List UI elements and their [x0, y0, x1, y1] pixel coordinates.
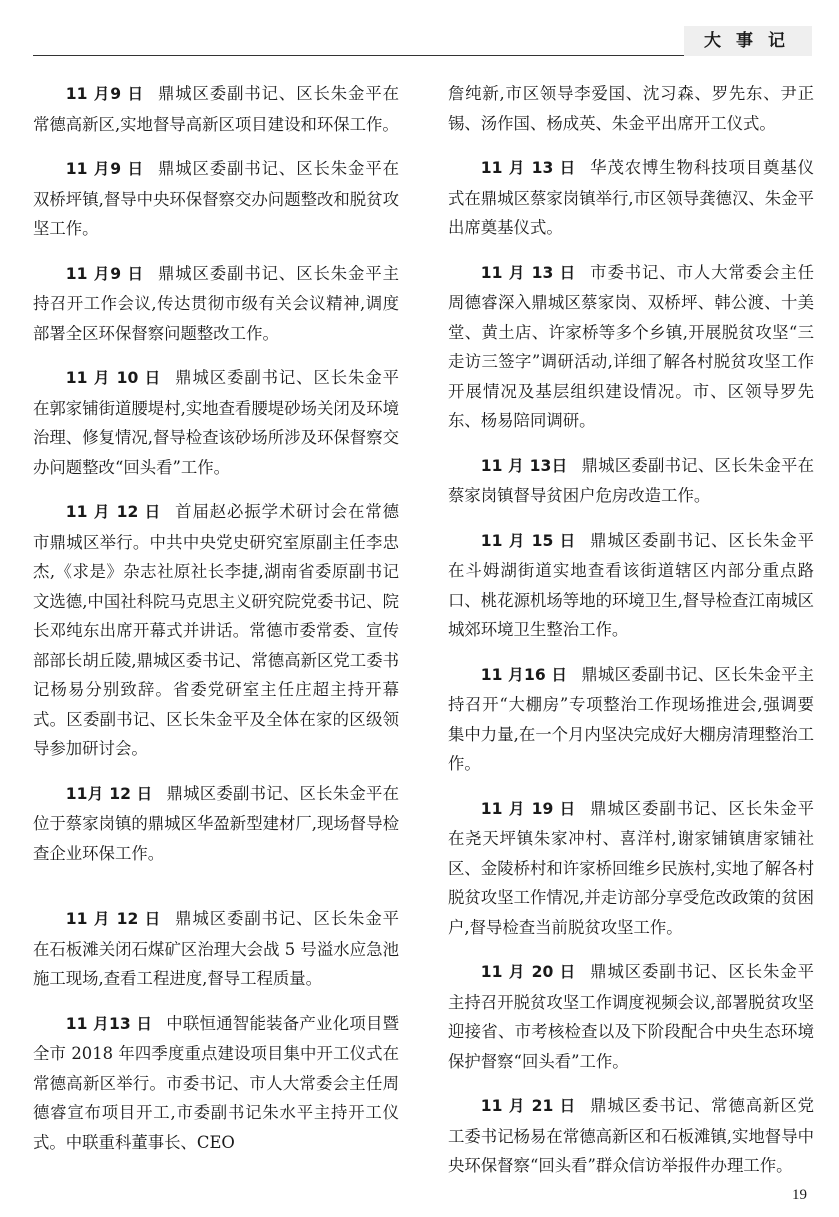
section-title: 大事记 [684, 26, 812, 56]
entry-text: 鼎城区委副书记、区长朱金平在蔡家岗镇督导贫困户危房改造工作。 [448, 455, 814, 505]
entry-date: 11 月 12 日 [65, 910, 162, 928]
entry-text: 鼎城区委副书记、区长朱金平在郭家铺街道腰堤村,实地查看腰堤砂场关闭及环境治理、修复情况,督导检查该砂场所涉及环保督察交办问题整改“回头看”工作。 [33, 368, 400, 477]
entry-text: 中联恒通智能装备产业化项目暨全市 2018 年四季度重点建设项目集中开工仪式在常德高新区举行。市委书记、市人大常委会主任周德睿宣布项目开工,市委副书记朱水平主持开工仪式。中联重科董事长、CEO [33, 1013, 400, 1152]
entry-text: 鼎城区委副书记、区长朱金平在斗姆湖街道实地查看该街道辖区内部分重点路口、桃花源机场等地的环境卫生,督导检查江南城区城郊环境卫生整治工作。 [448, 530, 815, 639]
entry-date: 11 月9 日 [65, 85, 144, 103]
entry-text: 鼎城区委副书记、区长朱金平在位于蔡家岗镇的鼎城区华盈新型建材厂,现场督导检查企业环保工作。 [33, 783, 399, 863]
chronicle-entry [448, 153, 814, 243]
entry-date: 11月 12 日 [65, 784, 153, 803]
chronicle-entry [33, 79, 399, 139]
entry-date: 11 月 10 日 [65, 369, 162, 387]
entry-date: 11 月 13 日 [480, 263, 577, 282]
entry-date: 11 月 19 日 [480, 799, 577, 818]
entry-date: 11 月9 日 [65, 160, 144, 178]
chronicle-entry [33, 259, 399, 349]
entry-date: 11 月 12 日 [65, 503, 162, 521]
chronicle-entry-continued [448, 79, 814, 138]
entry-date: 11 月 20 日 [480, 963, 577, 981]
entry-text: 鼎城区委副书记、区长朱金平在常德高新区,实地督导高新区项目建设和环保工作。 [33, 84, 399, 134]
entry-text: 鼎城区委副书记、区长朱金平在双桥坪镇,督导中央环保督察交办问题整改和脱贫攻坚工作。 [33, 159, 399, 238]
chronicle-entry [33, 497, 399, 764]
entry-text: 鼎城区委副书记、区长朱金平主持召开“大棚房”专项整治工作现场推进会,强调要集中力量,在一个月内坚决完成好大棚房清理整治工作。 [448, 664, 815, 773]
entry-text: 华茂农博生物科技项目奠基仪式在鼎城区蔡家岗镇举行,市区领导龚德汉、朱金平出席奠基仪式。 [448, 158, 815, 237]
entry-text: 鼎城区委副书记、区长朱金平在尧天坪镇朱家冲村、喜洋村,谢家铺镇唐家铺社区、金陵桥村和许家桥回维乡民族村,实地了解各村脱贫攻坚工作情况,并走访部分享受危改政策的贫困户,督导检查当前脱贫攻坚工作。 [448, 798, 815, 937]
chronicle-entry [448, 957, 814, 1076]
page-header [33, 26, 812, 56]
chronicle-entry [33, 904, 399, 994]
chronicle-entry [33, 1009, 399, 1158]
chronicle-entry [448, 451, 814, 511]
entry-date: 11 月 15 日 [480, 531, 577, 550]
chronicle-entry [33, 154, 399, 244]
chronicle-entry [448, 258, 814, 436]
entry-text: 鼎城区委副书记、区长朱金平主持召开脱贫攻坚工作调度视频会议,部署脱贫攻坚迎接省、市考核检查以及下阶段配合中央生态环境保护督察“回头看”工作。 [448, 962, 815, 1071]
chronicle-entry [448, 794, 814, 943]
chronicle-entry [448, 526, 814, 645]
left-column [33, 79, 399, 1172]
chronicle-entry [448, 1091, 814, 1181]
entry-text: 詹纯新,市区领导李爱国、沈习森、罗先东、尹正锡、汤作国、杨成英、朱金平出席开工仪式。 [448, 84, 814, 133]
entry-text: 首届赵必振学术研讨会在常德市鼎城区举行。中共中央党史研究室原副主任李忠杰,《求是》杂志社原社长李捷,湖南省委原副书记文选德,中国社科院马克思主义研究院党委书记、院长邓纯东出席开幕式并讲话。常德市委常委、宣传部部长胡丘陵,鼎城区委书记、常德高新区党工委书记杨易分别致辞。省委党研室主任庄超主持开幕式。区委副书记、区长朱金平及全体在家的区级领导参加研讨会。 [33, 502, 400, 758]
entry-text: 市委书记、市人大常委会主任周德睿深入鼎城区蔡家岗、双桥坪、韩公渡、十美堂、黄土店、许家桥等多个乡镇,开展脱贫攻坚“三走访三签字”调研活动,详细了解各村脱贫攻坚工作开展情况及基层组织建设情况。市、区领导罗先东、杨易陪同调研。 [448, 262, 815, 430]
right-column [448, 79, 814, 1196]
entry-text: 鼎城区委副书记、区长朱金平主持召开工作会议,传达贯彻市级有关会议精神,调度部署全区环保督察问题整改工作。 [33, 263, 399, 343]
entry-date: 11 月 13 日 [480, 159, 577, 177]
entry-date: 11 月 21 日 [480, 1097, 577, 1115]
chronicle-entry [448, 660, 814, 779]
chronicle-entry [33, 363, 399, 482]
entry-date: 11 月9 日 [65, 264, 144, 283]
entry-date: 11 月13 日 [65, 1014, 153, 1033]
page-number: 19 [792, 1187, 807, 1203]
chronicle-entry [33, 779, 399, 869]
entry-date: 11 月16 日 [480, 665, 568, 684]
entry-date: 11 月 13日 [480, 456, 568, 475]
entry-text: 鼎城区委副书记、区长朱金平在石板滩关闭石煤矿区治理大会战 5 号溢水应急池施工现场,查看工程进度,督导工程质量。 [33, 909, 400, 988]
entry-text: 鼎城区委书记、常德高新区党工委书记杨易在常德高新区和石板滩镇,实地督导中央环保督察“回头看”群众信访举报件办理工作。 [448, 1096, 815, 1175]
